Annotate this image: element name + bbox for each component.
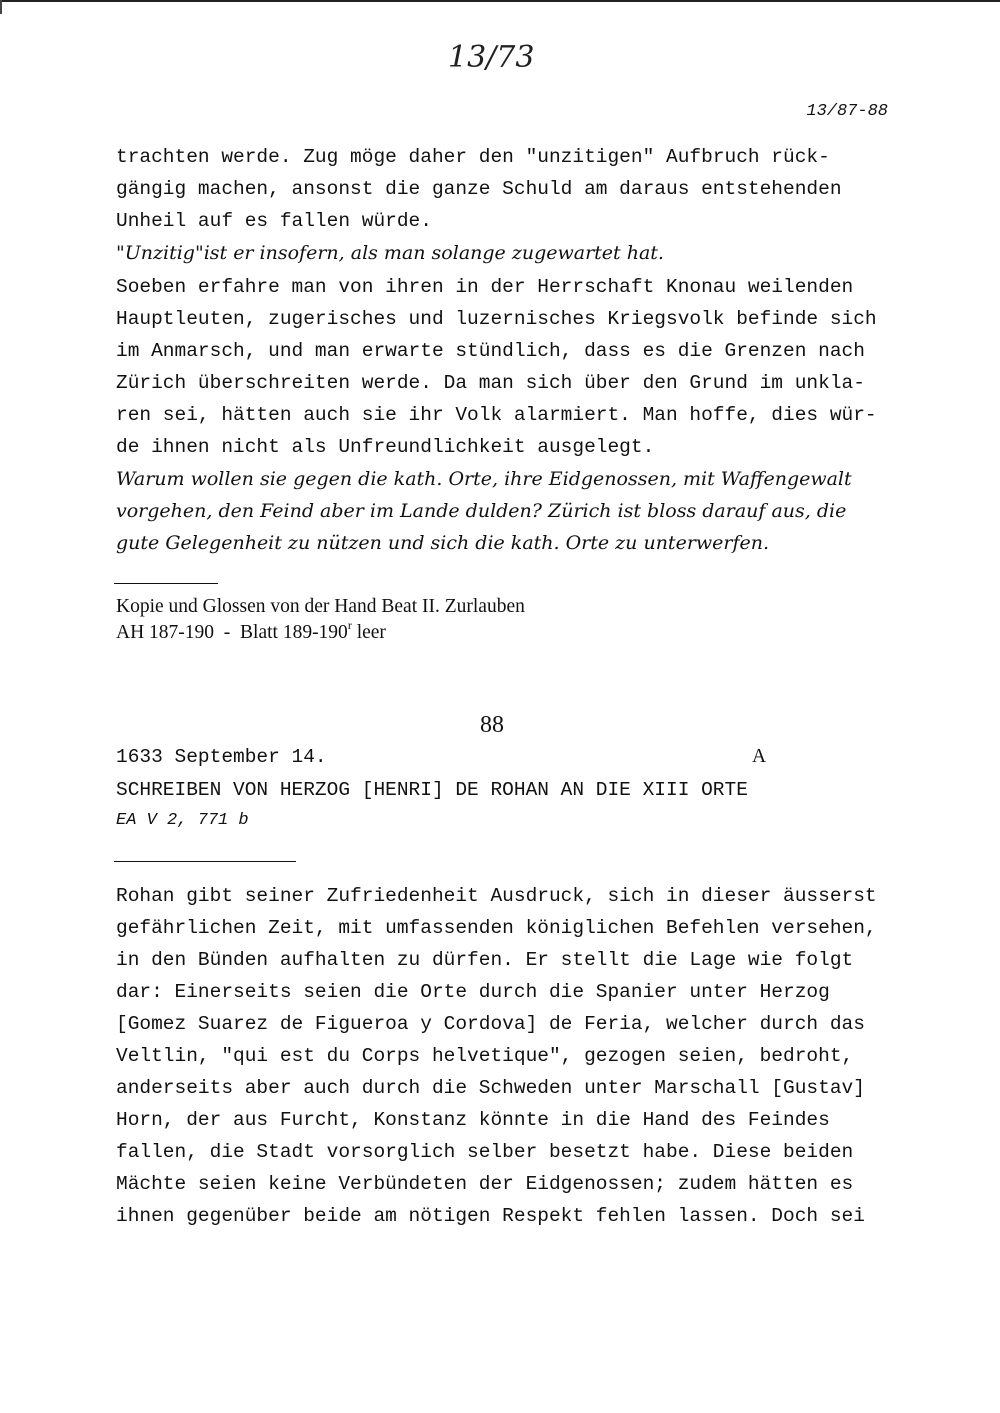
gloss-line: "Unzitig"ist er insofern, als man solange zugewartet hat.: [116, 242, 664, 264]
document-title: SCHREIBEN VON HERZOG [HENRI] DE ROHAN AN DIE XIII ORTE: [116, 779, 748, 801]
text-line: Mächte seien keine Verbündeten der Eidgenossen; zudem hätten es: [116, 1173, 854, 1195]
text-line: Veltlin, "qui est du Corps helvetique", gezogen seien, bedroht,: [116, 1045, 854, 1067]
text-line: gefährlichen Zeit, mit umfassenden königlichen Befehlen versehen,: [116, 917, 877, 939]
text-line: Rohan gibt seiner Zufriedenheit Ausdruck, sich in dieser äusserst: [116, 885, 877, 907]
gloss-line: Warum wollen sie gegen die kath. Orte, ihre Eidgenossen, mit Waffengewalt: [116, 468, 852, 490]
scan-border: [0, 0, 1000, 2]
document-type-letter: A: [752, 746, 767, 767]
source-note: AH 187-190 - Blatt 189-190$^r$ leer: [116, 618, 386, 643]
document-number: 88: [480, 712, 504, 738]
source-note: Kopie und Glossen von der Hand Beat II. Zurlauben: [116, 596, 525, 617]
text-line: Hauptleuten, zugerisches und luzernisches Kriegsvolk befinde sich: [116, 308, 877, 330]
text-line: ihnen gegenüber beide am nötigen Respekt fehlen lassen. Doch sei: [116, 1205, 865, 1227]
text-line: de ihnen nicht als Unfreundlichkeit ausgelegt.: [116, 436, 655, 458]
text-line: dar: Einerseits seien die Orte durch die Spanier unter Herzog: [116, 981, 830, 1003]
footnote-divider: [114, 583, 218, 584]
text-line: gängig machen, ansonst die ganze Schuld am daraus entstehenden: [116, 178, 842, 200]
text-line: Horn, der aus Furcht, Konstanz könnte in die Hand des Feindes: [116, 1109, 830, 1131]
document-reference: EA V 2, 771 b: [116, 811, 249, 830]
document-date: 1633 September 14.: [116, 746, 327, 768]
text-line: anderseits aber auch durch die Schweden unter Marschall [Gustav]: [116, 1077, 865, 1099]
text-line: fallen, die Stadt vorsorglich selber besetzt habe. Diese beiden: [116, 1141, 854, 1163]
text-line: Zürich überschreiten werde. Da man sich über den Grund im unkla-: [116, 372, 865, 394]
text-line: im Anmarsch, und man erwarte stündlich, dass es die Grenzen nach: [116, 340, 865, 362]
handwritten-archive-number: 13/73: [448, 40, 535, 75]
gloss-line: gute Gelegenheit zu nützen und sich die kath. Orte zu unterwerfen.: [116, 532, 770, 554]
text-line: [Gomez Suarez de Figueroa y Cordova] de Feria, welcher durch das: [116, 1013, 865, 1035]
folio-number: 13/87-88: [806, 102, 888, 121]
text-line: Unheil auf es fallen würde.: [116, 210, 432, 232]
header-divider: [114, 861, 296, 862]
text-line: ren sei, hätten auch sie ihr Volk alarmiert. Man hoffe, dies wür-: [116, 404, 877, 426]
scan-border-mark: [0, 0, 2, 14]
text-line: in den Bünden aufhalten zu dürfen. Er stellt die Lage wie folgt: [116, 949, 854, 971]
gloss-line: vorgehen, den Feind aber im Lande dulden? Zürich ist bloss darauf aus, die: [116, 500, 847, 522]
text-line: trachten werde. Zug möge daher den "unzitigen" Aufbruch rück-: [116, 146, 830, 168]
text-line: Soeben erfahre man von ihren in der Herrschaft Knonau weilenden: [116, 276, 854, 298]
